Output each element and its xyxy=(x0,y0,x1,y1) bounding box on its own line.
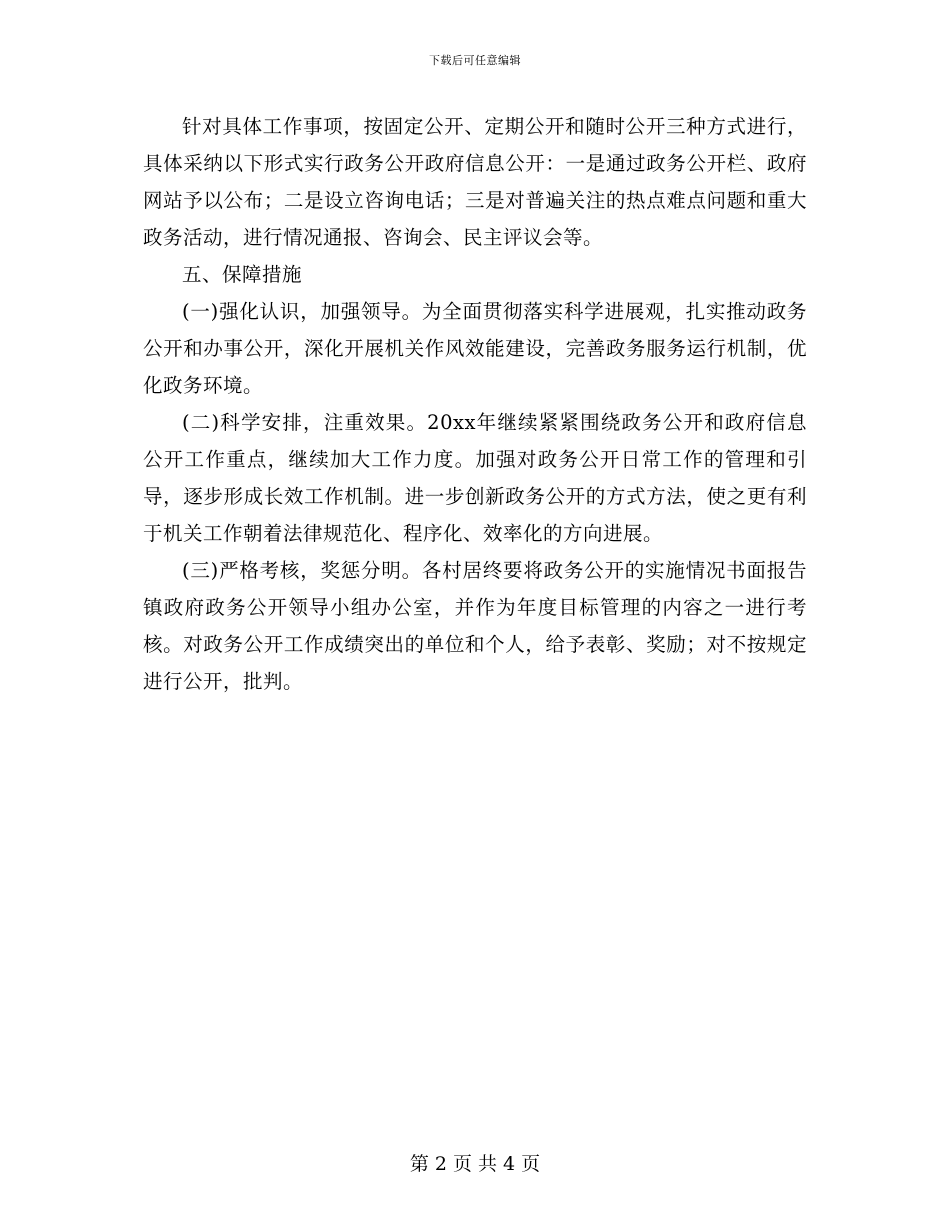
page-footer xyxy=(0,1152,950,1176)
paragraph-strict-assessment: (三)严格考核，奖惩分明。各村居终要将政务公开的实施情况书面报告镇政府政务公开领导小组办公室，并作为年度目标管理的内容之一进行考核。对政务公开工作成绩突出的单位和个人，给予表彰、奖励；对不按规定进行公开，批判。 xyxy=(143,559,807,693)
paragraph-publicity-methods: 针对具体工作事项，按固定公开、定期公开和随时公开三种方式进行，具体采纳以下形式实行政务公开政府信息公开：一是通过政务公开栏、政府网站予以公布；二是设立咨询电话；三是对普遍关注的热点难点问题和重大政务活动，进行情况通报、咨询会、民主评议会等。 xyxy=(143,115,807,249)
document-body xyxy=(143,108,807,700)
page-number-label: 第 2 页 共 4 页 xyxy=(409,1153,541,1175)
header-note: 下载后可任意编辑 xyxy=(429,54,521,67)
paragraph-strengthen-leadership: (一)强化认识，加强领导。为全面贯彻落实科学进展观，扎实推动政务公开和办事公开，深化开展机关作风效能建设，完善政务服务运行机制，优化政务环境。 xyxy=(143,300,807,397)
paragraph-scientific-arrangement: (二)科学安排，注重效果。20xx年继续紧紧围绕政务公开和政府信息公开工作重点，继续加大工作力度。加强对政务公开日常工作的管理和引导，逐步形成长效工作机制。进一步创新政务公开的方式方法，使之更有利于机关工作朝着法律规范化、程序化、效率化的方向进展。 xyxy=(143,411,807,545)
section-heading-safeguards: 五、保障措施 xyxy=(182,263,303,286)
